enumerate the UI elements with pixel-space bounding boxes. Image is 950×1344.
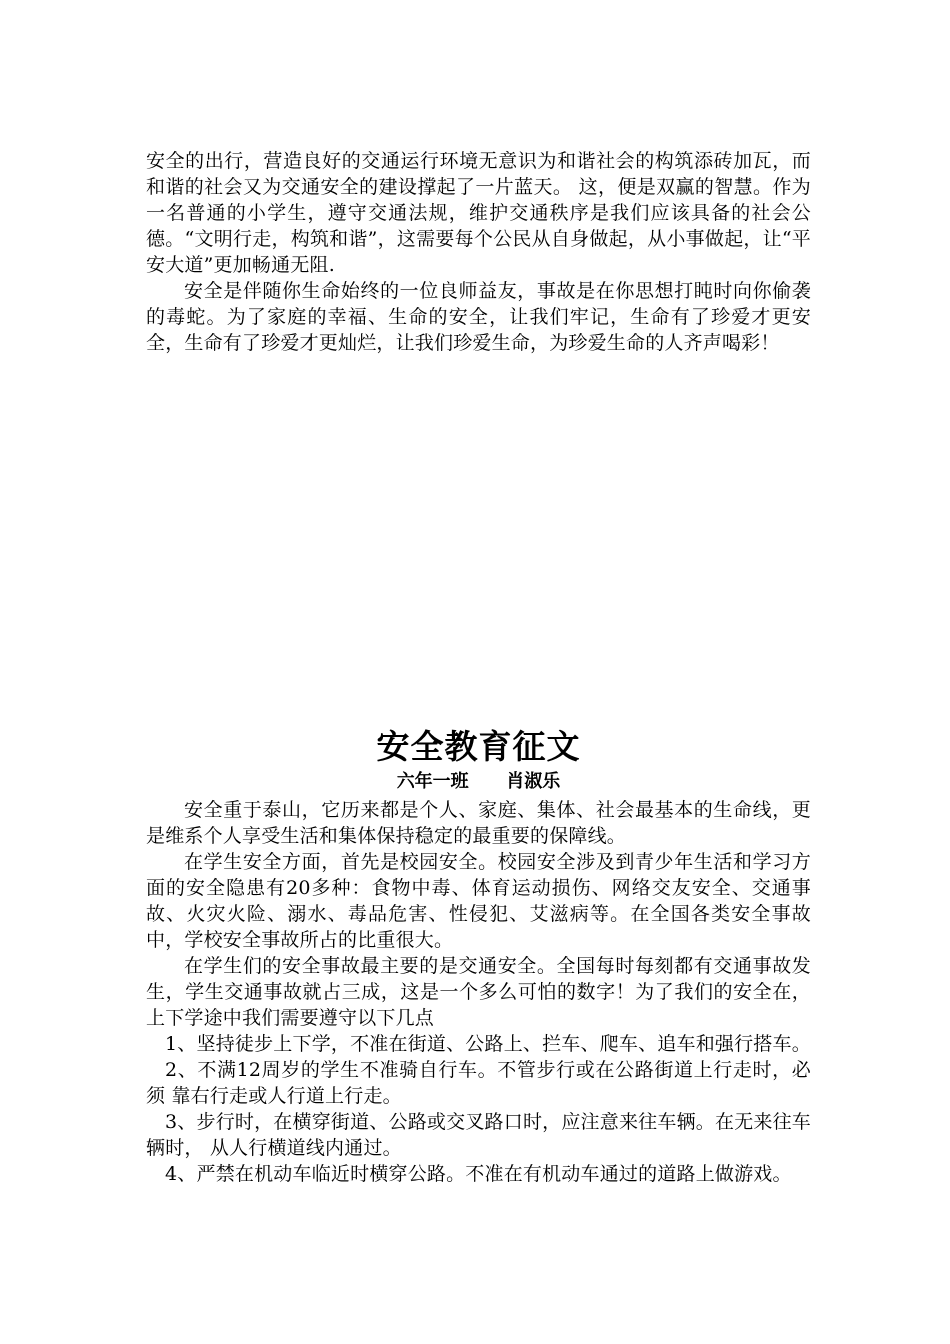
paragraph-campus-safety: 在学生安全方面，首先是校园安全。校园安全涉及到青少年生活和学习方面的安全隐患有20多种：食物中毒、体育运动损伤、网络交友安全、交通事故、火灾火险、溺水、毒品危害、性侵犯、艾滋病等。在全国各类安全事故中，学校安全事故所占的比重很大。 — [146, 851, 811, 951]
paragraph-intro: 安全重于泰山，它历来都是个人、家庭、集体、社会最基本的生命线，更是维系个人享受生活和集体保持稳定的最重要的保障线。 — [146, 799, 811, 847]
rule-item-4: 4、严禁在机动车临近时横穿公路。不准在有机动车通过的道路上做游戏。 — [165, 1163, 792, 1185]
previous-essay-continuation — [146, 148, 811, 356]
paragraph-traffic-harmony: 安全的出行，营造良好的交通运行环境无意识为和谐社会的构筑添砖加瓦，而和谐的社会又为交通安全的建设撑起了一片蓝天。 这，便是双赢的智慧。作为一名普通的小学生，遵守交通法规，维护交通秩序是我们应该具备的社会公德。“文明行走，构筑和谐”，这需要每个公民从自身做起，从小事做起，让“平安大道”更加畅通无阻. — [146, 150, 811, 276]
rule-item-2: 2、不满12周岁的学生不准骑自行车。不管步行或在公路街道上行走时，必须 靠右行走或人行道上行走。 — [146, 1059, 811, 1107]
paragraph-traffic-safety: 在学生们的安全事故最主要的是交通安全。全国每时每刻都有交通事故发生，学生交通事故就占三成，这是一个多么可怕的数字！为了我们的安全在，上下学途中我们需要遵守以下几点 — [146, 955, 811, 1029]
rule-item-1: 1、坚持徒步上下学，不准在街道、公路上、拦车、爬车、追车和强行搭车。 — [165, 1033, 811, 1055]
paragraph-cherish-life: 安全是伴随你生命始终的一位良师益友，事故是在你思想打盹时向你偷袭的毒蛇。为了家庭的幸福、生命的安全，让我们牢记，生命有了珍爱才更安全，生命有了珍爱才更灿烂，让我们珍爱生命，为珍爱生命的人齐声喝彩！ — [146, 280, 811, 354]
rule-item-3: 3、步行时，在横穿街道、公路或交叉路口时，应注意来往车辆。在无来往车辆时， 从人行横道线内通过。 — [146, 1111, 811, 1159]
essay-author: 六年一班 肖淑乐 — [396, 771, 561, 792]
essay-section — [146, 725, 811, 1187]
essay-title: 安全教育征文 — [376, 727, 581, 766]
